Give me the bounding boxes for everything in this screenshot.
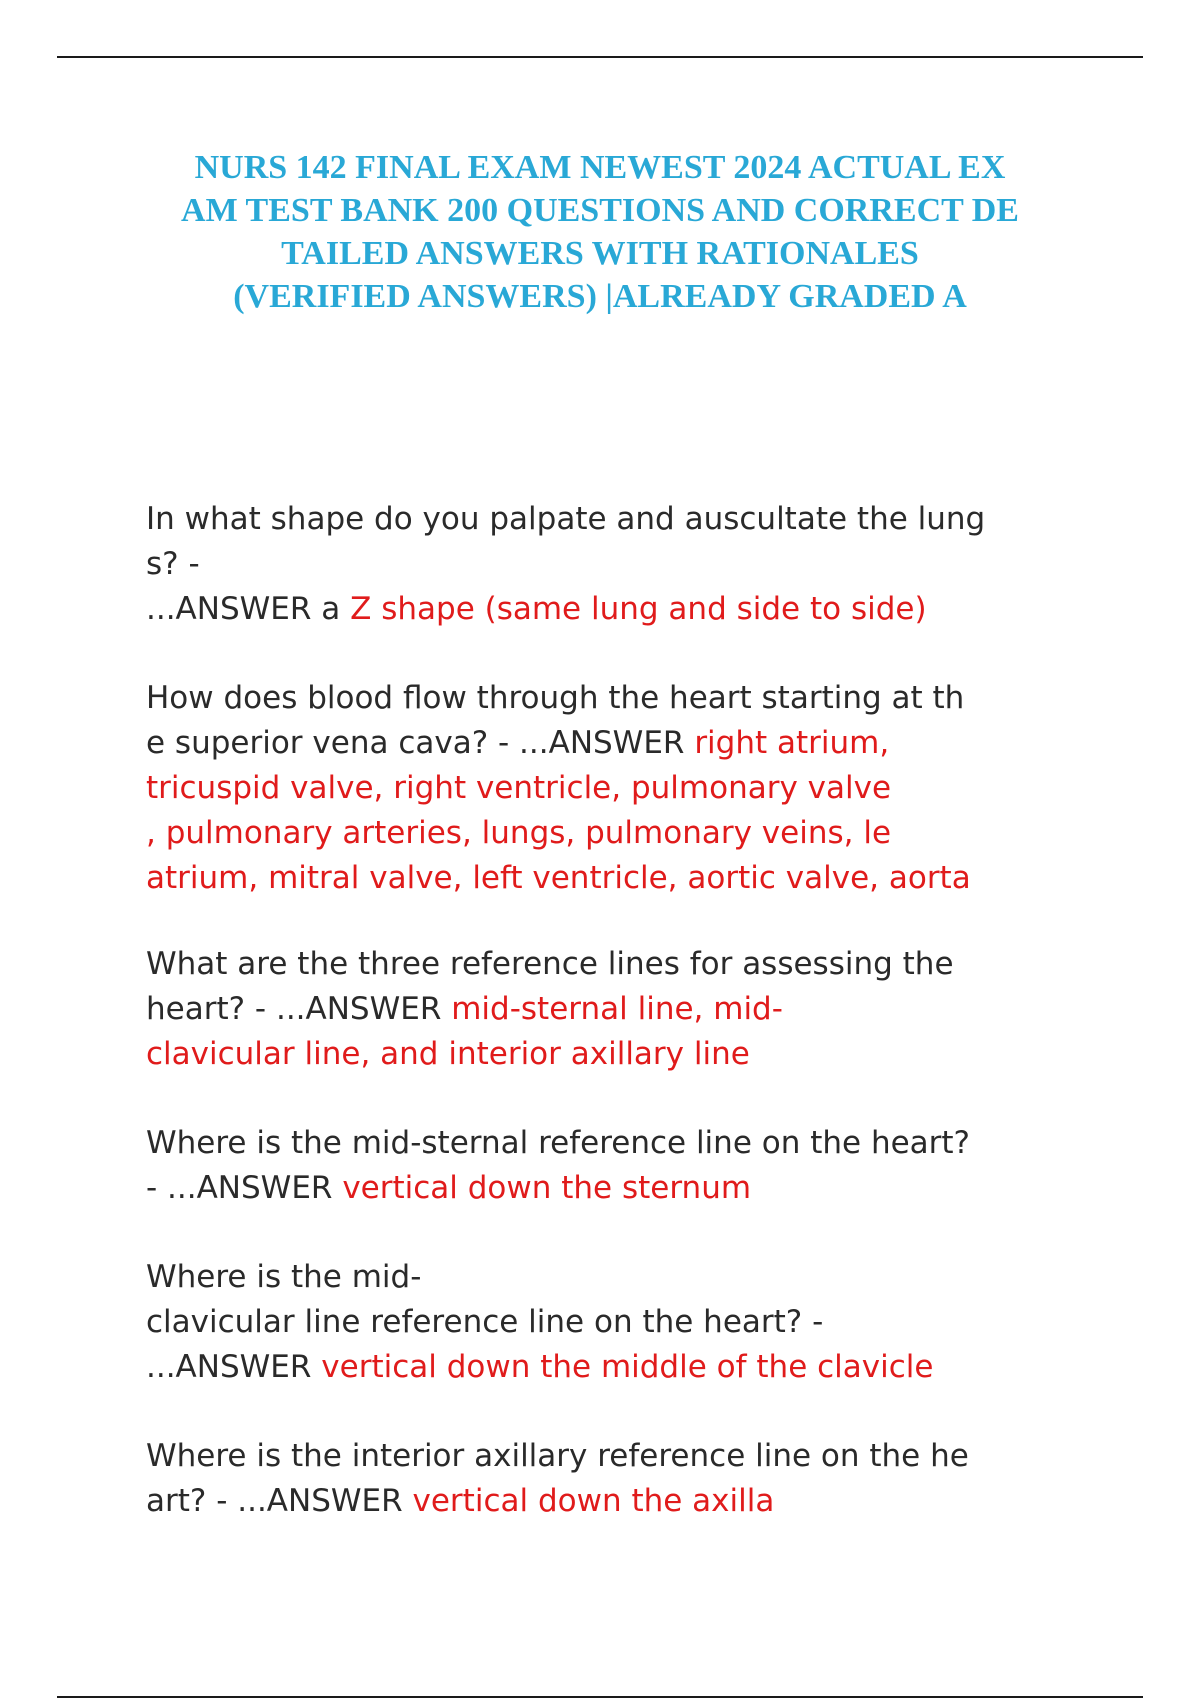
qa-line: [146, 1345, 1066, 1390]
qa-line: [146, 766, 1066, 811]
qa-line: [146, 987, 1066, 1032]
title-line: (VERIFIED ANSWERS) |ALREADY GRADED A: [233, 278, 967, 315]
top-rule: [57, 56, 1143, 58]
answer-text: mid-sternal line, mid-: [451, 991, 783, 1027]
qa-line: [146, 676, 1066, 721]
question-text: ...ANSWER: [146, 1349, 322, 1385]
answer-text: vertical down the sternum: [342, 1170, 752, 1206]
qa-line: [146, 542, 1066, 587]
title-line: AM TEST BANK 200 QUESTIONS AND CORRECT DE: [181, 192, 1019, 229]
answer-text: vertical down the axilla: [412, 1483, 775, 1519]
qa-item-1: [146, 497, 1066, 632]
qa-item-2: [146, 676, 1066, 901]
question-text: art? - ...ANSWER: [146, 1483, 413, 1519]
title-line: NURS 142 FINAL EXAM NEWEST 2024 ACTUAL EX: [194, 149, 1006, 186]
qa-line: [146, 1255, 1066, 1300]
answer-text: vertical down the middle of the clavicle: [321, 1349, 934, 1385]
qa-line: [146, 1479, 1066, 1524]
qa-line: [146, 811, 1066, 856]
answer-text: atrium, mitral valve, left ventricle, aortic valve, aorta: [146, 860, 971, 896]
question-text: heart? - ...ANSWER: [146, 991, 452, 1027]
question-text: - ...ANSWER: [146, 1170, 343, 1206]
qa-line: [146, 856, 1066, 901]
qa-line: [146, 1434, 1066, 1479]
document-title: [140, 146, 1060, 318]
qa-item-5: [146, 1255, 1066, 1390]
qa-item-3: [146, 942, 1066, 1077]
bottom-rule: [57, 1696, 1143, 1698]
qa-line: [146, 721, 1066, 766]
answer-text: Z shape (same lung and side to side): [350, 591, 927, 627]
qa-line: [146, 1121, 1066, 1166]
answer-text: , pulmonary arteries, lungs, pulmonary veins, le: [146, 815, 892, 851]
qa-item-4: [146, 1121, 1066, 1211]
qa-line: [146, 497, 1066, 542]
question-text: e superior vena cava? - ...ANSWER: [146, 725, 695, 761]
question-text: ...ANSWER a: [146, 591, 351, 627]
qa-line: [146, 1166, 1066, 1211]
title-line: TAILED ANSWERS WITH RATIONALES: [281, 235, 919, 272]
question-text: How does blood flow through the heart starting at th: [146, 680, 965, 716]
question-text: In what shape do you palpate and auscultate the lung: [146, 501, 986, 537]
question-text: Where is the interior axillary reference line on the he: [146, 1438, 969, 1474]
qa-line: [146, 1300, 1066, 1345]
answer-text: tricuspid valve, right ventricle, pulmonary valve: [146, 770, 892, 806]
answer-text: right atrium,: [694, 725, 890, 761]
qa-line: [146, 587, 1066, 632]
question-text: s? -: [146, 546, 200, 582]
qa-line: [146, 1032, 1066, 1077]
question-text: What are the three reference lines for assessing the: [146, 946, 954, 982]
question-text: Where is the mid-sternal reference line on the heart?: [146, 1125, 971, 1161]
question-text: Where is the mid-: [146, 1259, 422, 1295]
answer-text: clavicular line, and interior axillary line: [146, 1036, 750, 1072]
qa-item-6: [146, 1434, 1066, 1524]
qa-line: [146, 942, 1066, 987]
question-text: clavicular line reference line on the heart? -: [146, 1304, 824, 1340]
